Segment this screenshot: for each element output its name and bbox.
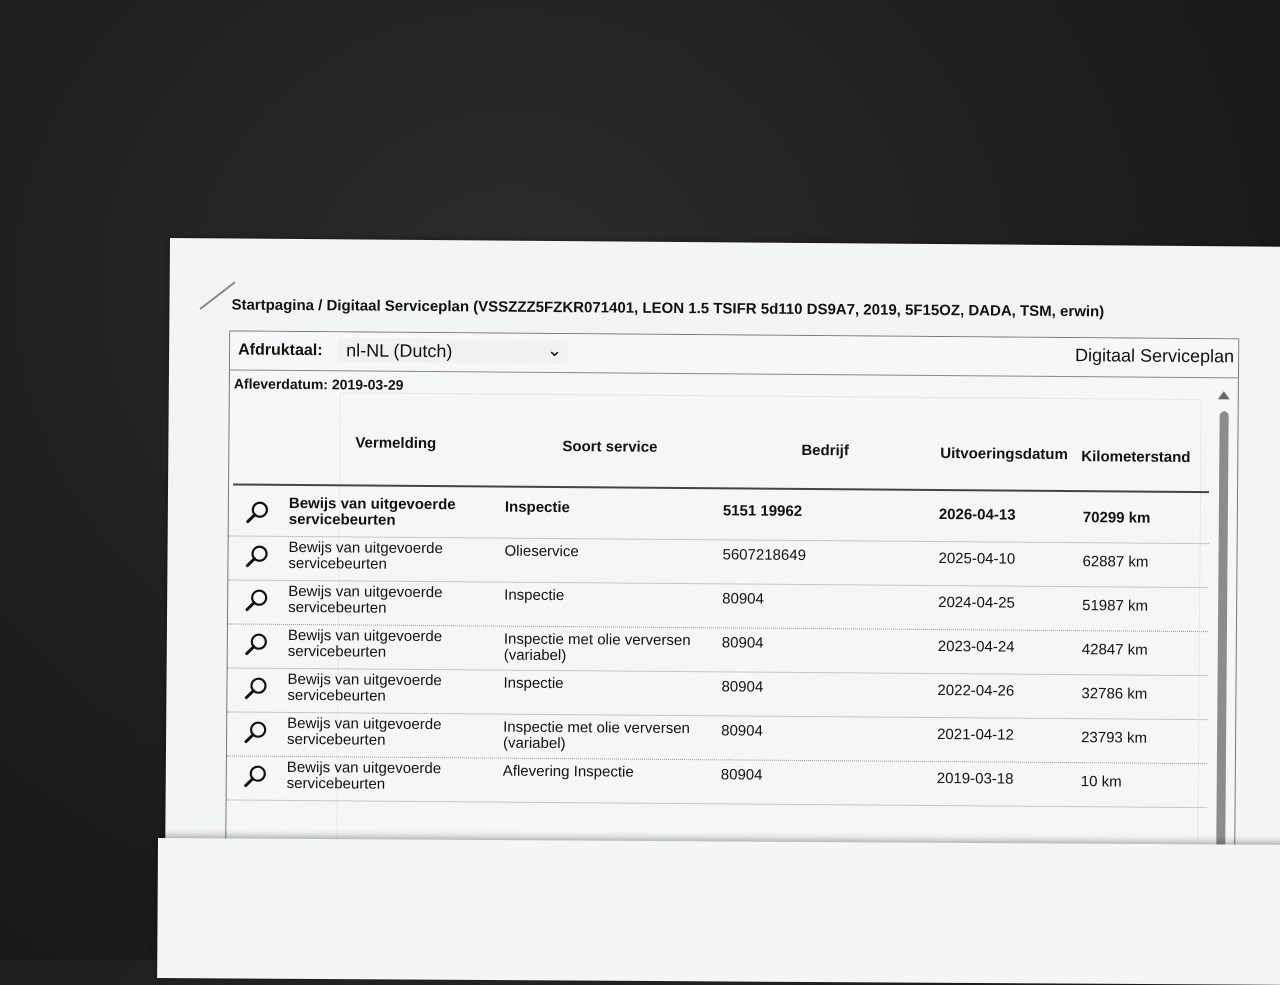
delivery-date: Afleverdatum: 2019-03-29 <box>233 375 404 393</box>
scroll-thumb[interactable] <box>1216 411 1229 861</box>
cell-mileage: 23793 km <box>1081 729 1148 747</box>
print-language-label: Afdruktaal: <box>238 341 323 360</box>
header-date: Uitvoeringsdatum <box>940 445 1068 464</box>
cell-mileage: 62887 km <box>1082 553 1149 571</box>
magnifier-icon[interactable] <box>245 500 271 526</box>
print-language-value: nl-NL (Dutch) <box>346 340 453 362</box>
cell-company: 80904 <box>721 722 763 740</box>
magnifier-icon[interactable] <box>244 544 270 570</box>
cell-mileage: 32786 km <box>1081 685 1148 703</box>
magnifier-icon[interactable] <box>244 588 270 614</box>
cell-date: 2022-04-26 <box>937 682 1015 700</box>
cell-company: 5607218649 <box>722 546 807 565</box>
cell-company: 80904 <box>721 634 764 652</box>
header-mileage: Kilometerstand <box>1081 448 1191 467</box>
cell-service-type: Aflevering Inspectie <box>502 762 634 781</box>
scroll-up-arrow[interactable] <box>1218 391 1230 399</box>
cell-service-type: Inspectie met olie verversen (variabel) <box>502 718 690 753</box>
table-row[interactable] <box>227 755 1207 808</box>
cell-service-type: Inspectie met olie verversen (variabel) <box>503 630 691 665</box>
breadcrumb[interactable]: Startpagina / Digitaal Serviceplan (VSSZZZ5FZKR071401, LEON 1.5 TSIFR 5d110 DS9A7, 2019, 5F15OZ, DADA, TSM, erwin) <box>231 296 1105 321</box>
page-title: Digitaal Serviceplan <box>1074 345 1235 367</box>
cell-date: 2021-04-12 <box>937 726 1014 744</box>
cell-mileage: 42847 km <box>1081 641 1148 659</box>
cell-entry: Bewijs van uitgevoerde servicebeurten <box>287 670 442 705</box>
cell-date: 2023-04-24 <box>937 638 1015 656</box>
magnifier-icon[interactable] <box>243 764 269 790</box>
cell-entry: Bewijs van uitgevoerde servicebeurten <box>288 582 443 617</box>
cell-entry: Bewijs van uitgevoerde servicebeurten <box>288 538 443 573</box>
cell-service-type: Inspectie <box>504 498 570 517</box>
cell-company: 5151 19962 <box>722 502 803 520</box>
cell-entry: Bewijs van uitgevoerde servicebeurten <box>288 494 456 529</box>
cell-date: 2025-04-10 <box>938 550 1016 568</box>
magnifier-icon[interactable] <box>244 632 270 658</box>
cell-date: 2019-03-18 <box>936 770 1014 788</box>
cell-entry: Bewijs van uitgevoerde servicebeurten <box>286 714 442 749</box>
cell-company: 80904 <box>721 678 764 696</box>
magnifier-icon[interactable] <box>243 720 269 746</box>
cell-mileage: 51987 km <box>1082 597 1149 615</box>
overlapping-paper <box>157 838 1280 985</box>
cell-service-type: Inspectie <box>504 586 565 605</box>
print-language-select[interactable] <box>338 338 568 364</box>
magnifier-icon[interactable] <box>243 676 269 702</box>
cell-entry: Bewijs van uitgevoerde servicebeurten <box>287 626 443 661</box>
cell-company: 80904 <box>720 766 763 784</box>
cell-mileage: 70299 km <box>1082 509 1151 527</box>
cell-company: 80904 <box>722 590 764 608</box>
cell-service-type: Inspectie <box>503 674 564 693</box>
chevron-down-icon: ⌄ <box>546 339 563 361</box>
header-company: Bedrijf <box>801 441 849 460</box>
header-service-type: Soort service <box>562 438 658 456</box>
staple <box>199 281 235 309</box>
cell-date: 2026-04-13 <box>938 506 1016 524</box>
service-plan-frame <box>225 330 1239 880</box>
header-entry: Vermelding <box>355 434 437 453</box>
printed-page <box>165 238 1280 887</box>
cell-mileage: 10 km <box>1080 773 1122 791</box>
cell-service-type: Olieservice <box>504 542 579 561</box>
cell-date: 2024-04-25 <box>938 594 1015 612</box>
scrollbar[interactable] <box>1214 391 1230 861</box>
cell-entry: Bewijs van uitgevoerde servicebeurten <box>286 758 442 793</box>
toolbar <box>230 331 1238 378</box>
